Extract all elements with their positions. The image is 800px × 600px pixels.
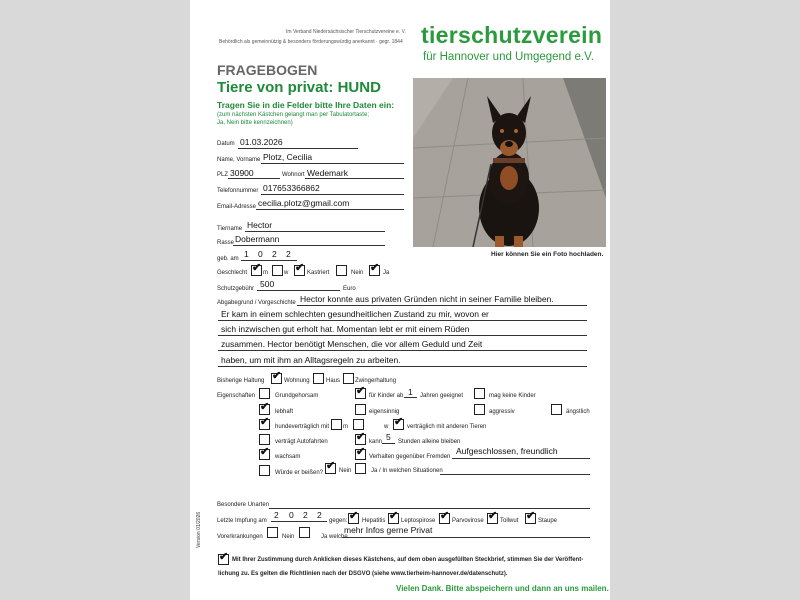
beissen-nein-checkbox[interactable] xyxy=(325,460,336,474)
born-label: geb. am xyxy=(217,256,239,262)
animal-name-line xyxy=(245,231,385,232)
sex-m-label: m xyxy=(263,270,268,276)
born-digit-1[interactable]: 1 xyxy=(244,249,249,259)
hund-w-label: w xyxy=(384,424,389,430)
autofahrten-checkbox[interactable] xyxy=(259,434,270,445)
reason-underline-1 xyxy=(297,305,587,306)
born-digit-2[interactable]: 0 xyxy=(258,249,263,259)
alleine-checkbox[interactable] xyxy=(355,431,366,445)
date-line xyxy=(238,148,358,149)
kastriert-nein-checkbox[interactable] xyxy=(336,265,347,276)
phone-field[interactable]: 017653366862 xyxy=(263,183,320,193)
impfung-digit-2[interactable]: 0 xyxy=(289,510,294,520)
check-icon: ✔ xyxy=(326,460,336,472)
wachsam-label: wachsam xyxy=(275,454,301,460)
keine-kinder-label: mag keine Kinder xyxy=(489,393,536,399)
keeping-label: Bisherige Haltung xyxy=(217,378,265,384)
check-icon: ✔ xyxy=(356,446,366,458)
brand-name: tierschutzverein xyxy=(421,22,603,48)
backdrop-left xyxy=(0,0,190,600)
wachsam-checkbox[interactable] xyxy=(259,446,270,460)
impfung-line xyxy=(271,521,327,522)
email-field[interactable]: cecilia.plotz@gmail.com xyxy=(258,198,350,208)
beissen-label: Würde er beißen? xyxy=(275,470,324,476)
check-icon: ✔ xyxy=(356,431,366,443)
hepatitis-checkbox[interactable] xyxy=(348,510,359,524)
hund-w-checkbox[interactable] xyxy=(353,419,364,430)
lepto-label: Leptospirose xyxy=(401,518,436,524)
photo-caption: Hier können Sie ein Foto hochladen. xyxy=(491,251,604,258)
check-icon: ✔ xyxy=(252,262,262,274)
fee-unit: Euro xyxy=(343,286,356,292)
breed-label: Rasse xyxy=(217,240,235,246)
aengstlich-label: ängstlich xyxy=(566,409,590,415)
kastriert-ja-checkbox[interactable] xyxy=(369,262,380,276)
email-label: Email-Adresse xyxy=(217,204,257,210)
kinder-age-line xyxy=(404,397,417,398)
reason-line-2[interactable]: Er kam in einem schlechten gesundheitlichen Zustand zu mir, wovon er xyxy=(221,309,489,319)
fremde-line xyxy=(452,458,590,459)
keeping-wohnung-label: Wohnung xyxy=(284,378,310,384)
association-line-2: Behördlich als gemeinnützig & besonders förderungswürdig anerkannt · gegr. 1844 xyxy=(219,39,403,45)
reason-label: Abgabegrund / Vorgeschichte xyxy=(217,300,296,306)
parvo-checkbox[interactable] xyxy=(439,510,450,524)
thanks-note: Vielen Dank. Bitte abspeichern und dann an uns mailen. xyxy=(396,584,609,593)
keine-kinder-checkbox[interactable] xyxy=(474,388,485,399)
kastriert-checkbox[interactable] xyxy=(294,262,305,276)
hund-m-label: m xyxy=(343,424,348,430)
kann-hours-field[interactable]: 5 xyxy=(386,432,391,442)
kinder-checkbox[interactable] xyxy=(355,385,366,399)
tollwut-label: Tollwut xyxy=(500,518,519,524)
fremde-label: Verhalten gegenüber Fremden xyxy=(369,454,451,460)
vorerk-ja-label: Ja welche xyxy=(321,534,348,540)
reason-underline-4 xyxy=(218,350,587,351)
kastriert-label: Kastriert xyxy=(307,270,330,276)
born-digit-3[interactable]: 2 xyxy=(272,249,277,259)
impfung-digit-1[interactable]: 2 xyxy=(274,510,279,520)
reason-line-3[interactable]: sich inzwischen gut erholt hat. Momentan lebt er mit einem Rüden xyxy=(221,324,470,334)
check-icon: ✔ xyxy=(295,262,305,274)
check-icon: ✔ xyxy=(394,416,404,428)
check-icon: ✔ xyxy=(488,510,498,522)
check-icon: ✔ xyxy=(356,385,366,397)
check-icon: ✔ xyxy=(260,446,270,458)
name-field[interactable]: Plotz, Cecilia xyxy=(263,152,313,162)
instruction: Tragen Sie in die Felder bitte Ihre Daten ein: xyxy=(217,100,395,110)
keeping-haus-label: Haus xyxy=(326,378,341,384)
lepto-checkbox[interactable] xyxy=(388,510,399,524)
phone-line xyxy=(261,194,404,195)
association-line-1: Im Verband Niedersächsischer Tierschutzvereine e. V. xyxy=(286,29,406,35)
reason-line-5[interactable]: haben, um mit ihm an Alltagsregeln zu arbeiten. xyxy=(221,355,401,365)
check-icon: ✔ xyxy=(219,551,229,563)
name-line xyxy=(261,163,404,164)
backdrop-right xyxy=(610,0,800,600)
check-icon: ✔ xyxy=(260,401,270,413)
instruction-sub-2: Ja, Nein bitte kennzeichnen) xyxy=(217,120,293,126)
fee-line xyxy=(257,290,340,291)
keeping-wohnung-checkbox[interactable] xyxy=(271,370,282,384)
unarten-label: Besondere Unarten xyxy=(217,502,270,508)
hund-m-checkbox[interactable] xyxy=(331,419,342,430)
unarten-line xyxy=(269,508,590,509)
breed-line xyxy=(233,245,385,246)
name-label: Name, Vorname xyxy=(217,157,261,163)
vorerk-ja-checkbox[interactable] xyxy=(299,527,310,538)
born-digit-4[interactable]: 2 xyxy=(286,249,291,259)
plz-line xyxy=(228,178,280,179)
sex-w-checkbox[interactable] xyxy=(272,265,283,276)
grundgehorsam-label: Grundgehorsam xyxy=(275,393,319,399)
brand-subtitle: für Hannover und Umgegend e.V. xyxy=(423,51,594,63)
fee-label: Schutzgebühr xyxy=(217,286,255,292)
vorerk-nein-checkbox[interactable] xyxy=(267,527,278,538)
parvo-label: Parvovirose xyxy=(452,518,484,524)
dog-photo-image xyxy=(413,78,606,247)
consent-line-1: Mit Ihrer Zustimmung durch Anklicken dieses Kästchens, auf dem oben ausgefüllten Steckbrief, stimmen Sie der Veröffent- xyxy=(232,557,584,563)
fee-field[interactable]: 500 xyxy=(260,279,275,289)
kastriert-nein-label: Nein xyxy=(351,270,364,276)
form-kind: FRAGEBOGEN xyxy=(217,62,318,78)
kastriert-ja-label: Ja xyxy=(383,270,390,276)
breed-field[interactable]: Dobermann xyxy=(235,234,280,244)
lebhaft-label: lebhaft xyxy=(275,409,294,415)
animal-name-field[interactable]: Hector xyxy=(247,220,273,230)
reason-underline-2 xyxy=(218,320,587,321)
consent-checkbox[interactable] xyxy=(218,551,229,565)
city-field[interactable]: Wedemark xyxy=(307,168,348,178)
beissen-ja-checkbox[interactable] xyxy=(355,463,366,474)
fremde-checkbox[interactable] xyxy=(355,446,366,460)
andere-tiere-label: verträglich mit anderen Tieren xyxy=(407,424,487,430)
impfung-label: Letzte Impfung am xyxy=(217,518,267,524)
form-page xyxy=(190,0,610,600)
lebhaft-checkbox[interactable] xyxy=(259,401,270,415)
eigensinnig-label: eigensinnig xyxy=(369,409,400,415)
keeping-haus-checkbox[interactable] xyxy=(313,373,324,384)
reason-line-1[interactable]: Hector konnte aus privaten Gründen nicht in seiner Familie bleiben. xyxy=(300,294,554,304)
check-icon: ✔ xyxy=(526,510,536,522)
vorerk-nein-label: Nein xyxy=(282,534,295,540)
kinder-prefix: für Kinder ab xyxy=(369,393,404,399)
autofahrten-label: verträgt Autofahrten xyxy=(275,439,328,445)
instruction-sub-1: (zum nächsten Kästchen gelangt man per Tabulatortaste; xyxy=(217,112,369,118)
animal-name-label: Tiername xyxy=(217,226,243,232)
impfung-digit-3[interactable]: 2 xyxy=(303,510,308,520)
kinder-suffix: Jahren geeignet xyxy=(420,393,464,399)
kann-hours-line xyxy=(382,443,395,444)
city-line xyxy=(305,178,404,179)
check-icon: ✔ xyxy=(260,416,270,428)
born-line xyxy=(241,260,297,261)
aengstlich-checkbox[interactable] xyxy=(551,404,562,415)
hundevertraeglich-checkbox[interactable] xyxy=(259,416,270,430)
aggressiv-label: aggressiv xyxy=(489,409,515,415)
beissen-nein-label: Nein xyxy=(339,468,352,474)
dog-photo[interactable] xyxy=(413,78,606,247)
date-field[interactable]: 01.03.2026 xyxy=(240,137,283,147)
tollwut-checkbox[interactable] xyxy=(487,510,498,524)
andere-tiere-checkbox[interactable] xyxy=(393,416,404,430)
staupe-label: Staupe xyxy=(538,518,558,524)
vorerk-line xyxy=(342,537,590,538)
check-icon: ✔ xyxy=(370,262,380,274)
check-icon: ✔ xyxy=(272,370,282,382)
kann-suffix: Stunden alleine bleiben xyxy=(398,439,461,445)
grundgehorsam-checkbox[interactable] xyxy=(259,388,270,399)
plz-field[interactable]: 30900 xyxy=(230,168,254,178)
aggressiv-checkbox[interactable] xyxy=(474,404,485,415)
beissen-situation-line xyxy=(440,474,590,475)
fremde-field[interactable]: Aufgeschlossen, freundlich xyxy=(456,446,558,456)
sex-label: Geschlecht xyxy=(217,270,248,276)
kinder-age-field[interactable]: 1 xyxy=(408,387,413,397)
check-icon: ✔ xyxy=(440,510,450,522)
check-icon: ✔ xyxy=(349,510,359,522)
beissen-checkbox[interactable] xyxy=(259,465,270,476)
traits-label: Eigenschaften xyxy=(217,393,256,399)
version-label: Version 01/2026 xyxy=(196,511,202,548)
form-title: Tiere von privat: HUND xyxy=(217,79,381,96)
gegen-label: gegen: xyxy=(329,518,348,524)
vorerk-field[interactable]: mehr Infos gerne Privat xyxy=(344,525,433,535)
hundevertraeglich-label: hundeverträglich mit xyxy=(275,424,330,430)
city-label: Wohnort xyxy=(282,172,305,178)
reason-underline-3 xyxy=(218,335,587,336)
sex-w-label: w xyxy=(284,270,289,276)
impfung-digit-4[interactable]: 2 xyxy=(317,510,322,520)
check-icon: ✔ xyxy=(389,510,399,522)
phone-label: Telefonnummer xyxy=(217,188,259,194)
email-line xyxy=(256,209,404,210)
reason-underline-5 xyxy=(218,366,587,367)
date-label: Datum xyxy=(217,141,235,147)
eigensinnig-checkbox[interactable] xyxy=(355,404,366,415)
reason-line-4[interactable]: zusammen. Hector benötigt Menschen, die vor allem Geduld und Zeit xyxy=(221,339,483,349)
sex-m-checkbox[interactable] xyxy=(251,262,262,276)
plz-label: PLZ xyxy=(217,172,229,178)
vorerk-label: Vorerkrankungen xyxy=(217,534,263,540)
consent-line-2: lichung zu. Es gelten die Richtlinien nach der DSGVO (siehe www.tierheim-hannover.de/datenschutz). xyxy=(218,571,508,577)
hepatitis-label: Hepatitis xyxy=(362,518,386,524)
keeping-zwinger-checkbox[interactable] xyxy=(343,373,354,384)
beissen-ja-label: Ja / In welchen Situationen xyxy=(371,468,443,474)
staupe-checkbox[interactable] xyxy=(525,510,536,524)
keeping-zwinger-label: Zwingerhaltung xyxy=(355,378,397,384)
kann-prefix: kann xyxy=(369,439,383,445)
